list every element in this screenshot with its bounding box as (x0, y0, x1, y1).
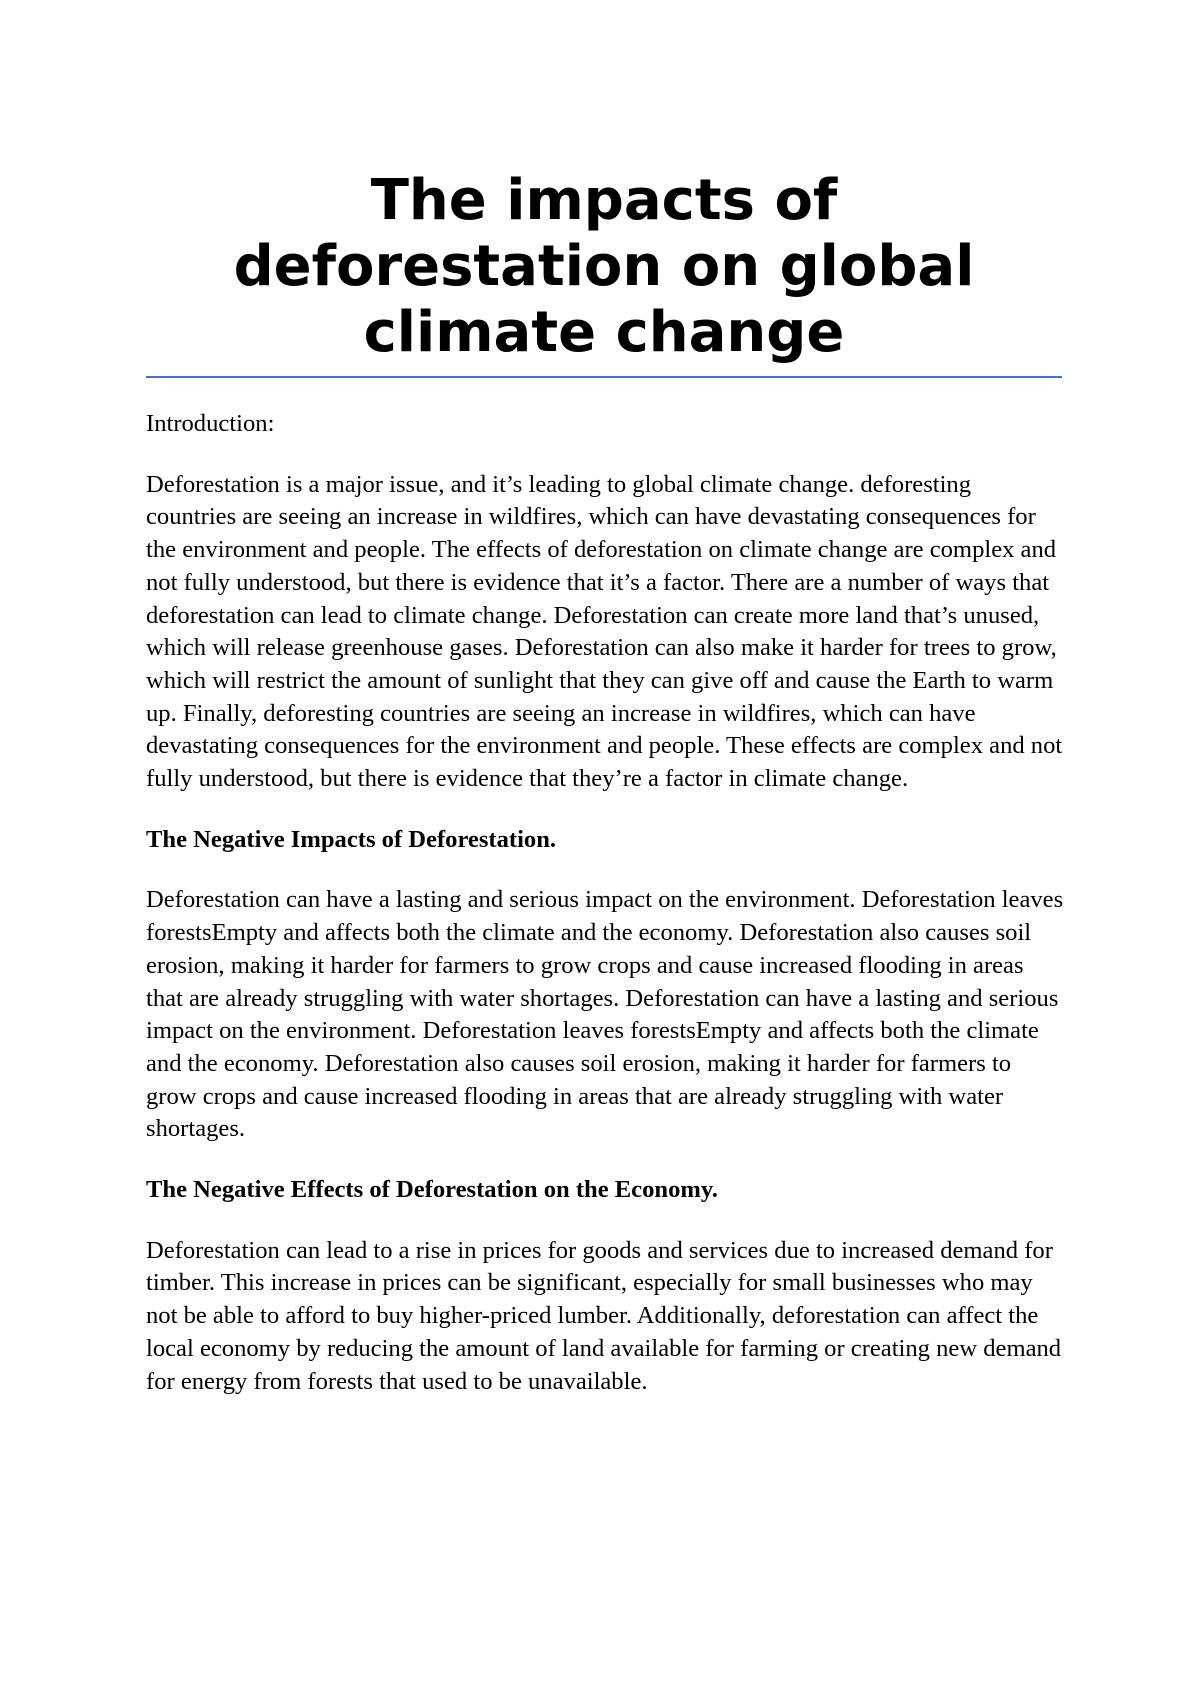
section-heading-negative-impacts: The Negative Impacts of Deforestation. (146, 825, 557, 853)
title-line-1: The impacts of (370, 168, 838, 233)
title-line-2: deforestation on global (233, 234, 975, 299)
section-paragraph-economy: Deforestation can lead to a rise in prices for goods and services due to increased demand for timber. This increase in prices can be significant, especially for small businesses who may not be able to afford to buy higher-priced lumber. Additionally, deforestation can affect the local economy by reducing the amount of land available for farming or creating new demand for energy from forests that used to be unavailable. (146, 1236, 1062, 1395)
section-paragraph-negative-impacts: Deforestation can have a lasting and serious impact on the environment. Deforestation leaves forestsEmpty and affects both the climate and the economy. Deforestation also causes soil erosion, making it harder for farmers to grow crops and cause increased flooding in areas that are already struggling with water shortages. Deforestation can have a lasting and serious impact on the environment. Deforestation leaves forestsEmpty and affects both the climate and the economy. Deforestation also causes soil erosion, making it harder for farmers to grow crops and cause increased flooding in areas that are already struggling with water shortages. (146, 886, 1064, 1143)
document-body (146, 408, 1066, 1426)
section-heading-economy: The Negative Effects of Deforestation on the Economy. (146, 1176, 718, 1204)
intro-label: Introduction: (146, 410, 275, 437)
document-title (146, 168, 1062, 366)
title-divider (146, 376, 1062, 378)
title-line-3: climate change (363, 300, 845, 365)
intro-paragraph: Deforestation is a major issue, and it’s leading to global climate change. deforesting countries are seeing an increase in wildfires, which can have devastating consequences for the environment and people. The effects of deforestation on climate change are complex and not fully understood, but there is evidence that it’s a factor. There are a number of ways that deforestation can lead to climate change. Deforestation can create more land that’s unused, which will release greenhouse gases. Deforestation can also make it harder for trees to grow, which will restrict the amount of sunlight that they can give off and cause the Earth to warm up. Finally, deforesting countries are seeing an increase in wildfires, which can have devastating consequences for the environment and people. These effects are complex and not fully understood, but there is evidence that they’re a factor in climate change. (146, 470, 1063, 793)
